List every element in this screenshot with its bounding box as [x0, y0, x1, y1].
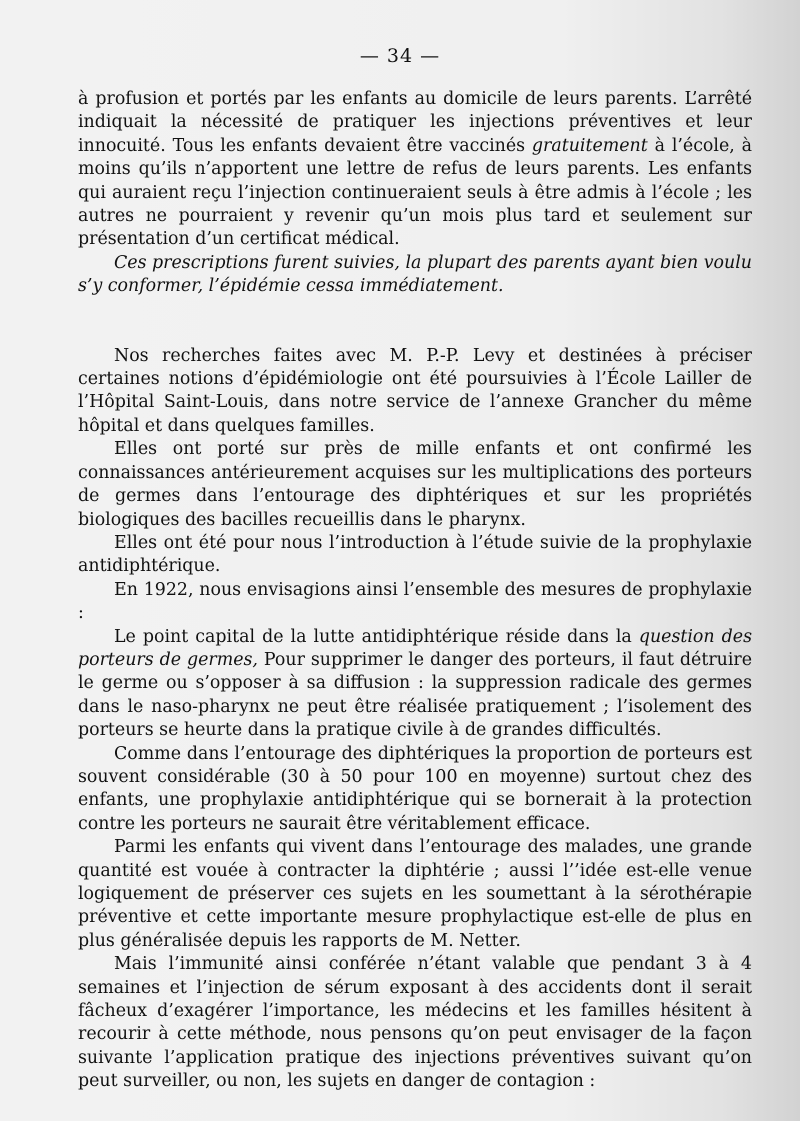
paragraph-6: En 1922, nous envisagions ainsi l’ensemble des mesures de prophylaxie :: [78, 579, 752, 624]
paragraph-1: à profusion et portés par les enfants au domicile de leurs parents. L’arrêté indiquait la nécessité de pratiquer les injections préventives et leur innocuité. Tous les enfants devaient être vaccinés gratuitement à l’école, à moins qu’ils n’apportent une lettre de refus de leurs parents. Les enfants qui auraient reçu l’injection continueraient seuls à être admis à l’école ; les autres ne pourraient y revenir qu’un mois plus tard et seulement sur présentation d’un certificat médical.: [78, 89, 753, 250]
paragraph-5: Elles ont été pour nous l’introduction à l’étude suivie de la prophylaxie antidiphtérique.: [78, 532, 752, 577]
section-spacer: [78, 299, 752, 345]
page-number: — 34 —: [359, 45, 441, 67]
paragraph-9: Parmi les enfants qui vivent dans l’entourage des malades, une grande quantité est vouée à contracter la diphtérie ; aussi l’’idée est-elle venue logiquement de préserver ces sujets en les soumettant à la sérothérapie préventive et cette importante mesure prophylactique est-elle de plus en plus généralisée depuis les rapports de M. Netter.: [78, 837, 752, 951]
paragraph-4: Elles ont porté sur près de mille enfants et ont confirmé les connaissances antérieurement acquises sur les multiplications des porteurs de germes dans l’entourage des diphtériques et sur les propriétés biologiques des bacilles recueillis dans le pharynx.: [78, 439, 752, 530]
paragraph-7: Le point capital de la lutte antidiphtérique réside dans la question des porteurs de germes, Pour supprimer le danger des porteurs, il faut détruire le germe ou s’opposer à sa diffusion : la suppression radicale des germes dans le naso-pharynx ne peut être réalisée pratiquement ; l’isolement des porteurs se heurte dans la pratique civile à de grandes difficultés.: [78, 626, 752, 741]
paragraph-3: Nos recherches faites avec M. P.-P. Levy et destinées à préciser certaines notions d’épidémiologie ont été poursuivies à l’École Lailler de l’Hôpital Saint-Louis, dans notre service de l’annexe Grancher du même hôpital et dans quelques familles.: [78, 345, 752, 436]
paragraph-10: Mais l’immunité ainsi conférée n’étant valable que pendant 3 à 4 semaines et l’injection de sérum exposant à des accidents dont il serait fâcheux d’exagérer l’importance, les médecins et les familles hésitent à recourir à cette méthode, nous pensons qu’on peut envisager de la façon suivante l’application pratique des injections préventives suivant qu’on peut surveiller, ou non, les sujets en danger de contagion :: [78, 954, 752, 1092]
body-text: [78, 88, 752, 1094]
paragraph-8: Comme dans l’entourage des diphtériques la proportion de porteurs est souvent considérable (30 à 50 pour 100 en moyenne) surtout chez des enfants, une prophylaxie antidiphtérique qui se bornerait à la protection contre les porteurs ne saurait être véritablement efficace.: [78, 743, 752, 834]
paragraph-2: Ces prescriptions furent suivies, la plupart des parents ayant bien voulu s’y conformer, l’épidémie cessa immédiatement.: [78, 252, 752, 297]
emphasis-gratuitement: gratuitement: [531, 135, 648, 156]
emphasis-porteurs: question des porteurs de germes,: [78, 626, 752, 670]
